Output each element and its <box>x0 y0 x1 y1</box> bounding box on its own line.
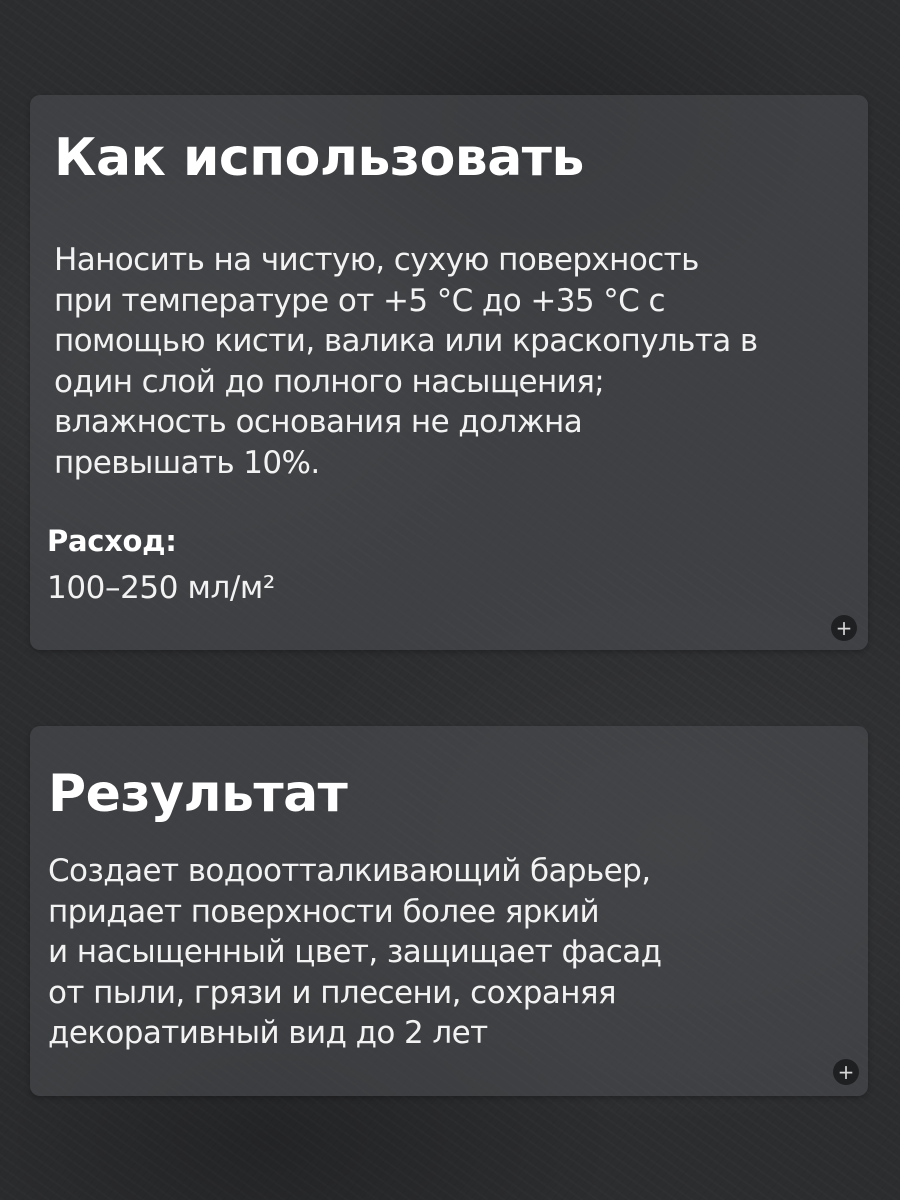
result-line: и насыщенный цвет, защищает фасад <box>48 934 662 970</box>
result-title: Результат <box>48 764 348 824</box>
usage-description <box>54 240 854 483</box>
consumption-label: Расход: <box>47 524 177 558</box>
usage-title: Как использовать <box>54 128 584 188</box>
usage-line: помощью кисти, валика или краскопульта в <box>54 323 758 359</box>
usage-line: при температуре от +5 °C до +35 °C с <box>54 282 665 319</box>
plus-icon[interactable]: + <box>831 615 857 641</box>
result-line: декоративный вид до 2 лет <box>48 1015 488 1051</box>
usage-line: превышать 10%. <box>54 444 320 481</box>
result-description <box>48 851 848 1054</box>
result-line: придает поверхности более яркий <box>48 893 600 930</box>
result-card <box>30 726 868 1096</box>
usage-card <box>30 95 868 650</box>
usage-line: Наносить на чистую, сухую поверхность <box>54 242 699 278</box>
usage-line: один слой до полного насыщения; <box>54 363 605 400</box>
result-line: от пыли, грязи и плесени, сохраняя <box>48 974 616 1011</box>
plus-icon[interactable]: + <box>833 1059 859 1085</box>
consumption-value: 100–250 мл/м² <box>47 570 275 606</box>
usage-line: влажность основания не должна <box>54 404 583 440</box>
result-line: Создает водоотталкивающий барьер, <box>48 853 651 889</box>
